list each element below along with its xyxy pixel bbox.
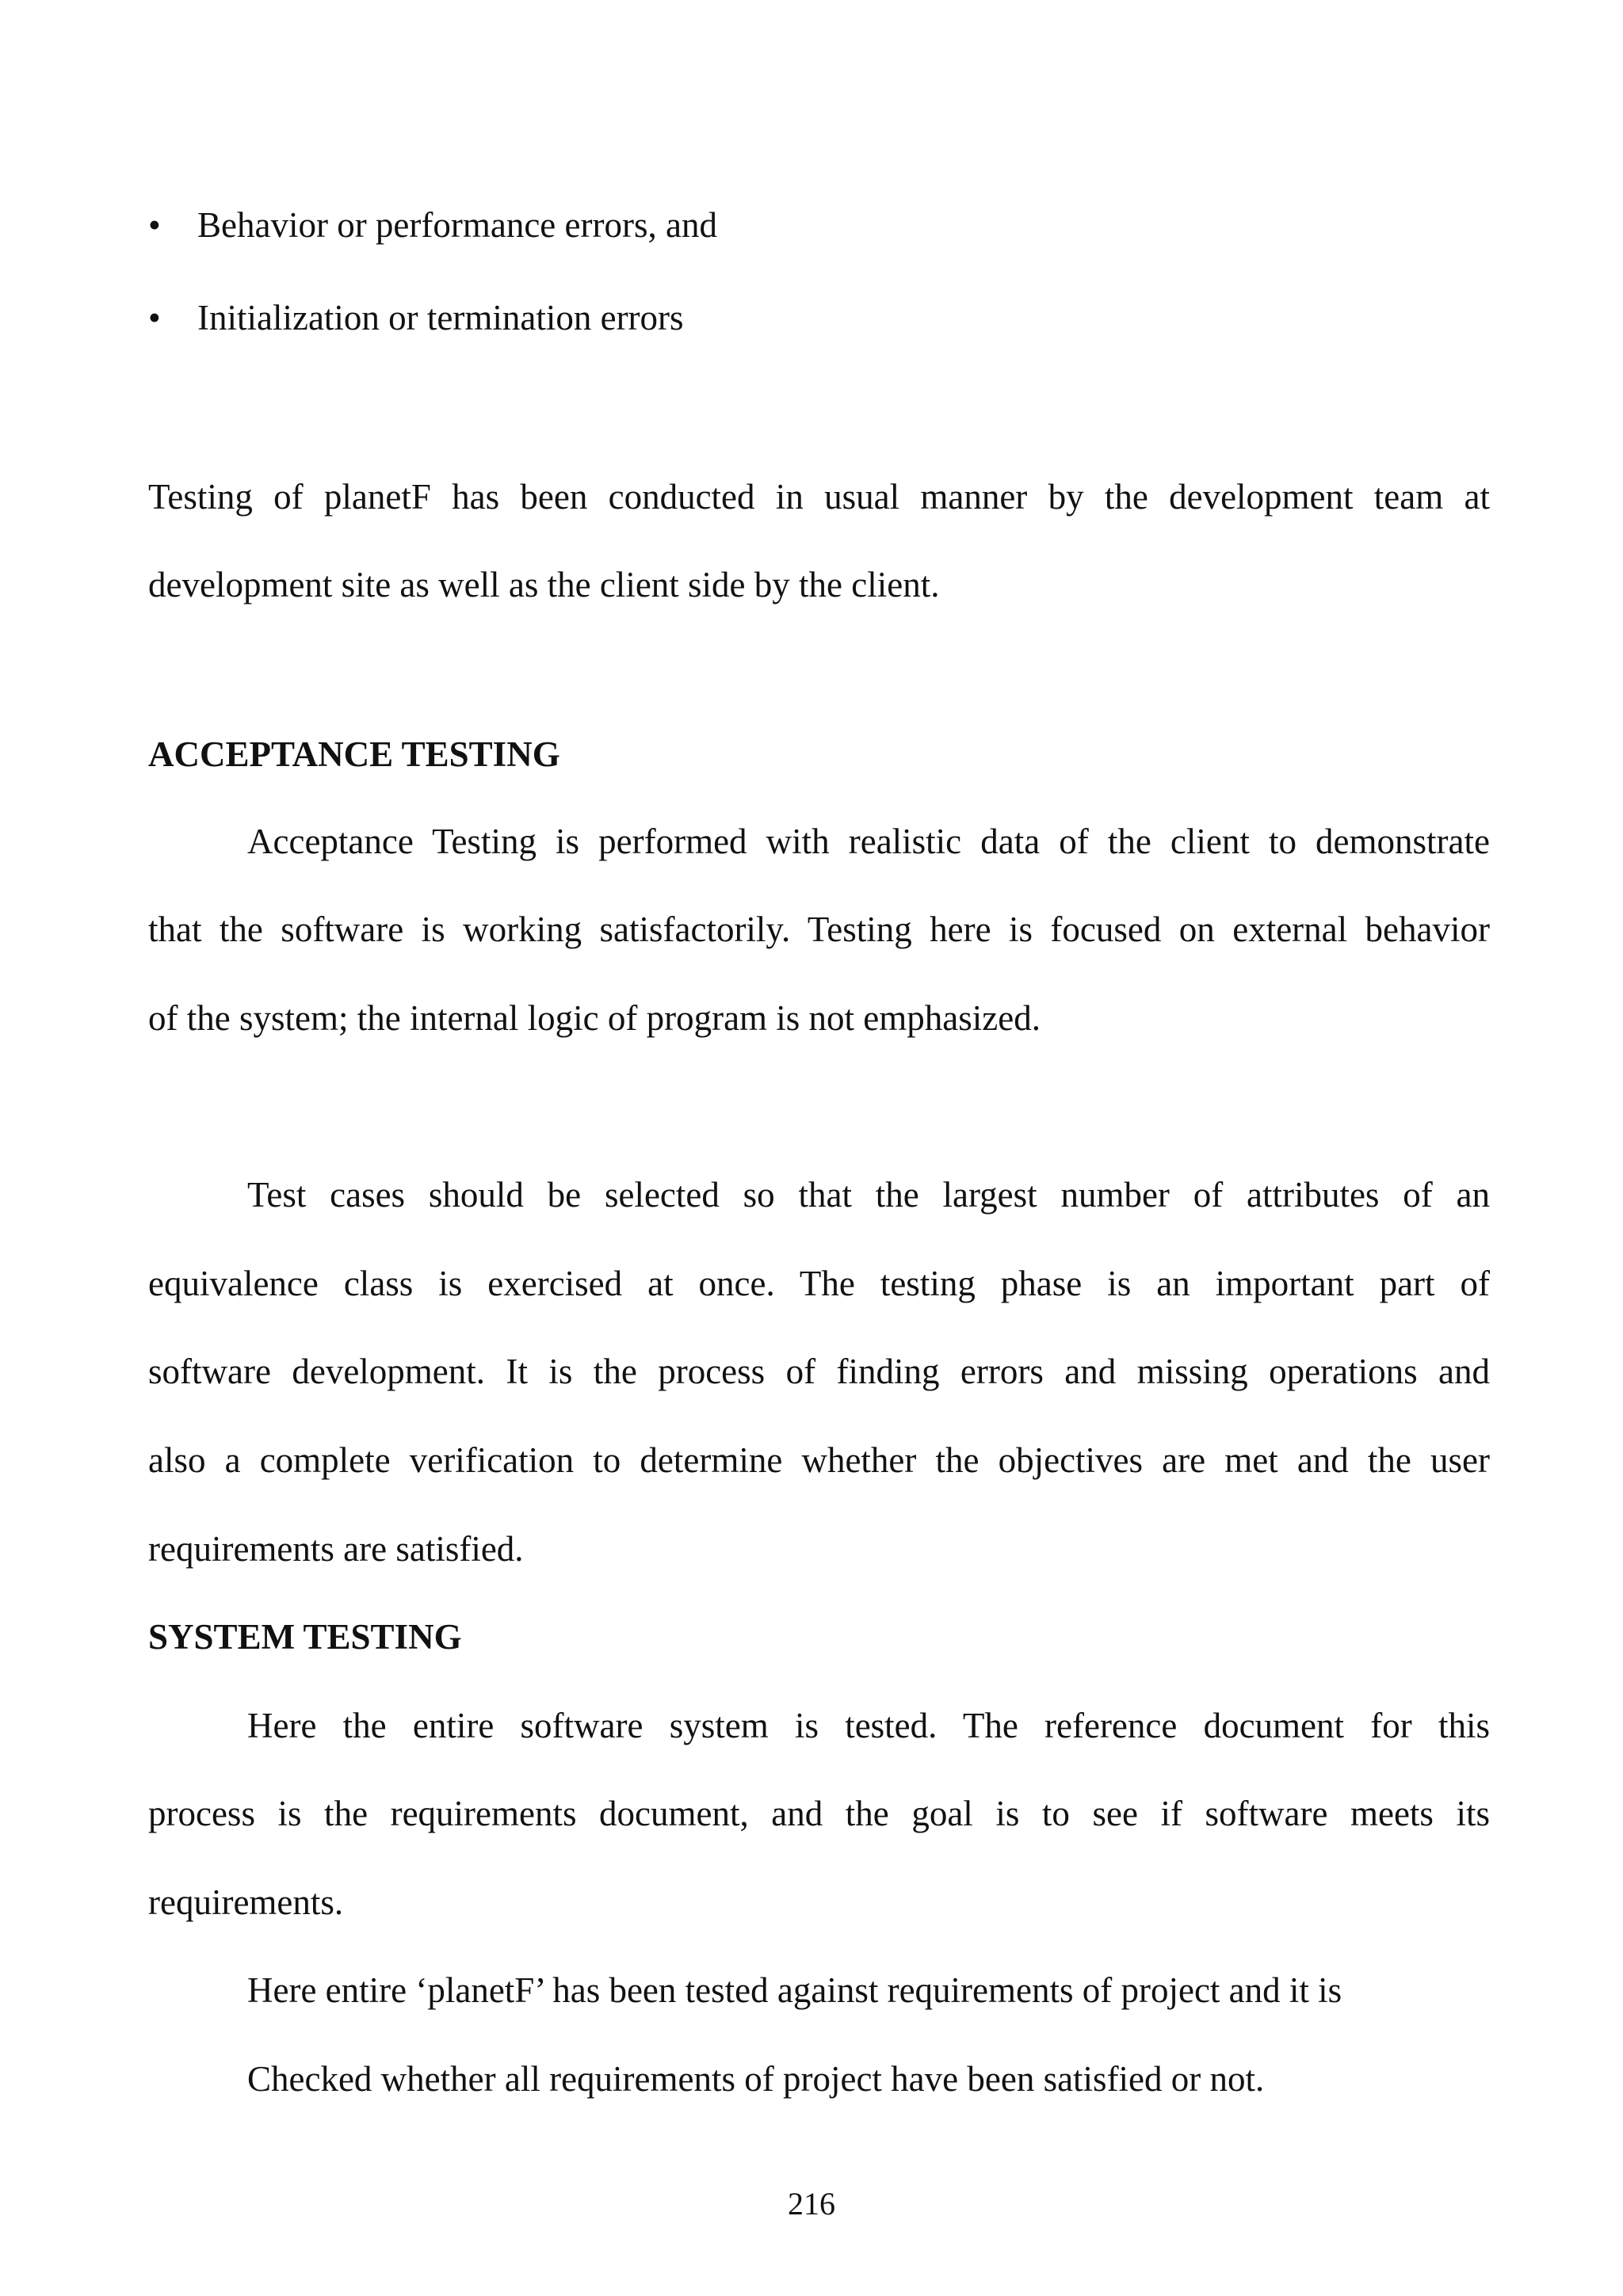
paragraph-line: process is the requirements document, and the goal is to see if software meets its bbox=[148, 1794, 1490, 1833]
paragraph-line: of the system; the internal logic of program is not emphasized. bbox=[148, 998, 1041, 1038]
paragraph-line: Checked whether all requirements of project have been satisfied or not. bbox=[247, 2059, 1265, 2099]
bullet-text: Initialization or termination errors bbox=[197, 298, 684, 338]
paragraph-line: Here entire ‘planetF’ has been tested against requirements of project and it is bbox=[247, 1970, 1342, 2010]
paragraph-line: that the software is working satisfactorily. Testing here is focused on external behavior bbox=[148, 910, 1490, 949]
paragraph-line: requirements are satisfied. bbox=[148, 1529, 524, 1569]
paragraph-line: Testing of planetF has been conducted in usual manner by the development team at bbox=[148, 477, 1490, 517]
section-heading: SYSTEM TESTING bbox=[148, 1617, 462, 1657]
paragraph-line: development site as well as the client side by the client. bbox=[148, 565, 940, 605]
page-number: 216 bbox=[788, 2186, 835, 2222]
paragraph-line: requirements. bbox=[148, 1882, 344, 1922]
paragraph-line: also a complete verification to determine whether the objectives are met and the user bbox=[148, 1440, 1490, 1480]
bullet-marker: • bbox=[148, 205, 161, 245]
paragraph-line: Acceptance Testing is performed with realistic data of the client to demonstrate bbox=[247, 822, 1490, 861]
bullet-marker: • bbox=[148, 298, 161, 338]
bullet-text: Behavior or performance errors, and bbox=[197, 205, 717, 245]
section-heading: ACCEPTANCE TESTING bbox=[148, 734, 560, 774]
paragraph-line: equivalence class is exercised at once. The testing phase is an important part of bbox=[148, 1264, 1490, 1303]
paragraph-line: software development. It is the process of finding errors and missing operations and bbox=[148, 1352, 1490, 1391]
paragraph-line: Test cases should be selected so that the largest number of attributes of an bbox=[247, 1175, 1490, 1215]
paragraph-line: Here the entire software system is tested. The reference document for this bbox=[247, 1706, 1490, 1745]
